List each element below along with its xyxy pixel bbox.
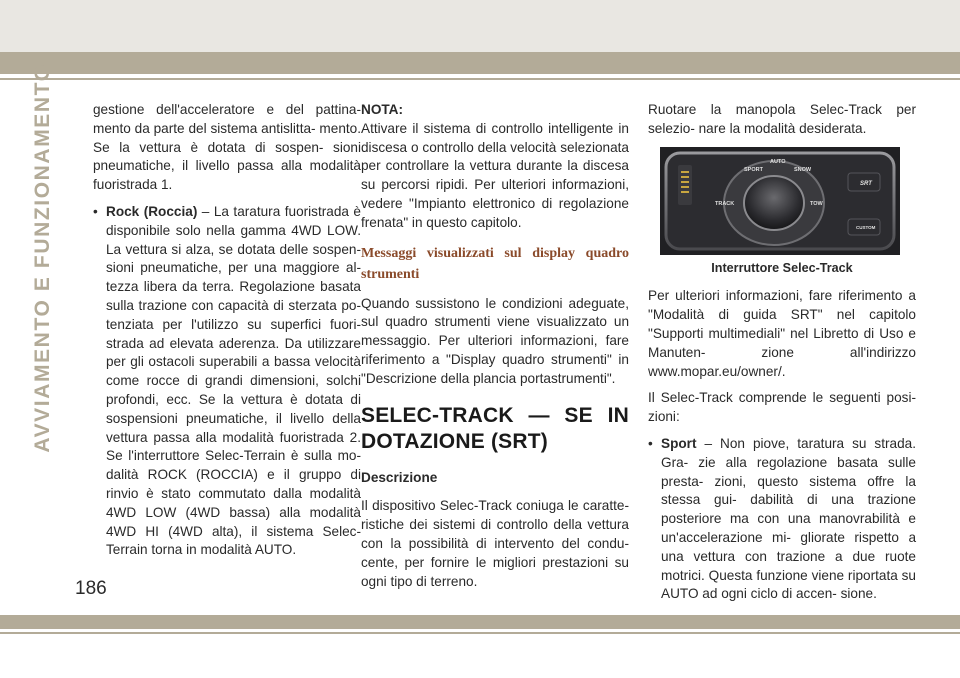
footer-rule xyxy=(0,632,960,634)
section-heading-selec-track: SELEC-TRACK — SE IN DOTAZIONE (SRT) xyxy=(361,403,629,453)
bullet-rock-text: – La taratura fuoristrada è disponibile solo nella gamma 4WD LOW. La vettura si alza, se dotata delle sospen- sioni pneumatiche, per una maggiore al- tezza libera da terra. Regolazione basata sulla trazione con capacità di sterzata po- tenziata per l'utilizzo su superfici fuori- strada ad elevata aderenza. Da utilizzare per gli ostacoli superabili a bassa velocità come rocce di grandi dimensioni, solchi profondi, ecc. Se la vettura è dotata di sospensioni pneumatiche, il livello della vettura passa alla modalità fuoristrada 2. Se l'interruttore Selec-Terrain è sulla mo- dalità ROCK (ROCCIA) e il gruppo di rinvio è stato commutato dalla modalità 4WD LOW (4WD bassa) alla modalità 4WD HI (4WD alta), il sistema Selec-Terrain torna in modalità AUTO. xyxy=(106,203,361,558)
figure-label-custom: CUSTOM xyxy=(856,224,876,230)
col2-paragraph-2: Quando sussistono le condizioni adeguate, sul quadro strumenti viene visualizzato un messaggio. Per ulteriori informazioni, fare riferimento a "Display quadro strumenti" in "Descrizione della plancia portastrumenti". xyxy=(361,295,629,386)
figure-label-snow: SNOW xyxy=(794,166,812,173)
subheading-messages: Messaggi visualizzati sul display quadro strumenti xyxy=(361,245,629,282)
bullet-sport-text: – Non piove, taratura su strada. Gra- zie alla regolazione basata sulle presta- zioni, questo sistema offre la stessa gui- dabilità di una trazione posteriore ma con una manovrabilità e un'accelerazione mi- gliorate rispetto a una vettura con trazione a due ruote motrici. Questa funzione viene riportata su AUTO ad ogni ciclo di accen- sione. xyxy=(661,435,916,602)
note-text: Attivare il sistema di controllo intelligente in discesa o controllo della velocità selezionata per controllare la vettura durante la discesa su percorsi ripidi. Per ulteriori informazioni, vedere "Impianto elettronico di regolazione frenata" in questo capitolo. xyxy=(361,120,629,230)
note-block xyxy=(361,101,629,233)
figure-caption: Interruttore Selec-Track xyxy=(711,260,853,275)
text-column-1 xyxy=(93,101,361,560)
text-column-2 xyxy=(361,101,629,599)
col1-paragraph-1: gestione dell'acceleratore e del pattina- mento da parte del sistema antislitta- mento. Se la vettura è dotata di sospen- sioni pneumatiche, il livello passa alla modalità fuoristrada 1. xyxy=(93,102,361,193)
note-title: NOTA: xyxy=(361,102,404,117)
text-column-3 xyxy=(648,101,916,604)
chapter-side-tab xyxy=(26,63,60,453)
bullet-sport-label: Sport xyxy=(661,435,697,451)
bullet-dot: • xyxy=(93,203,98,219)
figure-label-auto: AUTO xyxy=(770,158,786,165)
bullet-dot: • xyxy=(648,435,653,451)
col3-paragraph-1: Ruotare la manopola Selec-Track per selezio- nare la modalità desiderata. xyxy=(648,102,916,136)
col3-paragraph-3: Il Selec-Track comprende le seguenti posi- zioni: xyxy=(648,390,916,425)
bullet-rock xyxy=(93,203,361,560)
header-light-band xyxy=(0,0,960,52)
col3-paragraph-2: Per ulteriori informazioni, fare riferimento a "Modalità di guida SRT" nel capitolo "Supporti multimediali" nel Libretto di Uso e Manuten- zione all'indirizzo www.mopar.eu/owner/. xyxy=(648,288,916,379)
bullet-sport xyxy=(648,435,916,604)
subheading-descrizione: Descrizione xyxy=(361,469,438,485)
col2-paragraph-3: Il dispositivo Selec-Track coniuga le caratte- ristiche dei sistemi di controllo della vettura con la possibilità di intervento del condu- cente, per fornire le migliori prestazioni su ogni tipo di terreno. xyxy=(361,498,629,589)
page-number: 186 xyxy=(75,578,107,599)
header-band xyxy=(0,52,960,74)
header-rule xyxy=(0,78,960,80)
selec-track-switch-illustration xyxy=(660,147,900,255)
selec-track-switch-photo xyxy=(660,147,900,255)
figure-label-tow: TOW xyxy=(810,200,823,207)
figure-label-srt: SRT xyxy=(860,180,872,187)
chapter-side-tab-label: AVVIAMENTO E FUNZIONAMENTO xyxy=(31,63,54,453)
bullet-rock-label: Rock (Roccia) xyxy=(106,203,198,219)
figure-label-sport: SPORT xyxy=(744,166,763,173)
figure-label-track: TRACK xyxy=(715,200,735,207)
footer-band xyxy=(0,615,960,629)
